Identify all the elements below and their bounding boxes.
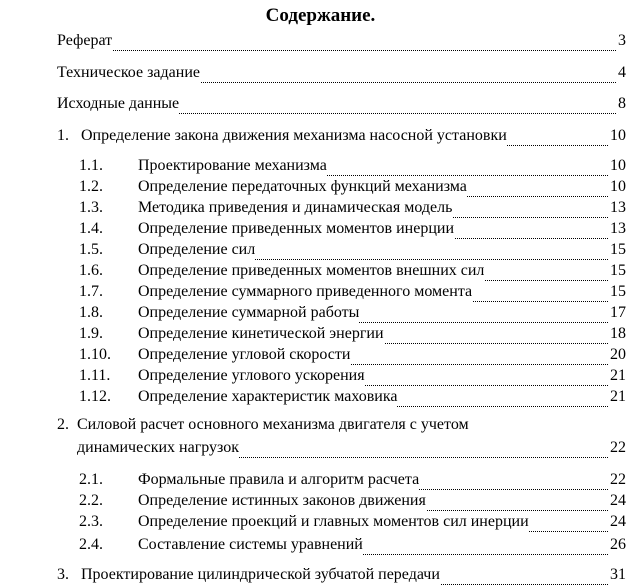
toc-subentry-number: 1.2. — [79, 178, 103, 195]
toc-subentry-2-3[interactable] — [79, 510, 626, 532]
toc-subentry-page: 15 — [610, 262, 626, 279]
toc-section-page: 31 — [610, 566, 626, 583]
toc-subentry-label: Определение суммарного приведенного момента — [138, 283, 473, 300]
toc-subentry-label: Определение приведенных моментов внешних сил — [138, 262, 485, 279]
toc-entry-label: Техническое задание — [57, 64, 200, 81]
toc-section-label-cont: динамических нагрузок — [77, 439, 240, 456]
toc-subentry-number: 2.3. — [79, 513, 103, 530]
toc-subentry-1-6[interactable] — [79, 259, 626, 281]
toc-entry-label: Исходные данные — [57, 95, 180, 112]
toc-subentry-1-8[interactable] — [79, 301, 626, 323]
toc-subentry-number: 1.6. — [79, 262, 103, 279]
toc-entry-abstract[interactable] — [57, 29, 626, 51]
toc-subentry-label: Формальные правила и алгоритм расчета — [138, 471, 420, 488]
toc-section-1[interactable] — [57, 124, 626, 146]
toc-subentry-page: 20 — [610, 346, 626, 363]
toc-section-2[interactable] — [77, 436, 626, 458]
toc-section-number: 1. — [57, 127, 69, 144]
toc-title: Содержание. — [265, 5, 376, 26]
toc-subentry-number: 1.5. — [79, 241, 103, 258]
toc-subentry-label: Определение угловой скорости — [138, 346, 351, 363]
toc-subentry-number: 1.1. — [79, 157, 103, 174]
toc-subentry-page: 15 — [610, 283, 626, 300]
toc-subentry-label: Определение кинетической энергии — [138, 325, 384, 342]
toc-subentry-label: Определение истинных законов движения — [138, 492, 426, 509]
toc-subentry-number: 1.4. — [79, 220, 103, 237]
toc-section-3[interactable] — [57, 563, 626, 585]
toc-subentry-number: 1.9. — [79, 325, 103, 342]
toc-subentry-label: Определение передаточных функций механизма — [138, 178, 467, 195]
toc-subentry-label: Определение углового ускорения — [138, 367, 365, 384]
toc-subentry-1-4[interactable] — [79, 217, 626, 239]
toc-subentry-page: 13 — [610, 220, 626, 237]
toc-subentry-number: 1.8. — [79, 304, 103, 321]
toc-subentry-page: 15 — [610, 241, 626, 258]
toc-subentry-1-5[interactable] — [79, 238, 626, 260]
toc-entry-technical-task[interactable] — [57, 61, 626, 83]
toc-subentry-2-1[interactable] — [79, 468, 626, 490]
toc-subentry-page: 21 — [610, 367, 626, 384]
toc-subentry-number: 2.4. — [79, 536, 103, 553]
toc-subentry-label: Определение характеристик маховика — [138, 388, 398, 405]
toc-subentry-1-7[interactable] — [79, 280, 626, 302]
toc-subentry-page: 10 — [610, 178, 626, 195]
toc-section-page: 10 — [610, 127, 626, 144]
toc-subentry-page: 13 — [610, 199, 626, 216]
toc-subentry-label: Определение суммарной работы — [138, 304, 360, 321]
toc-section-number: 3. — [57, 566, 69, 583]
toc-subentry-label: Определение проекций и главных моментов сил инерции — [138, 513, 529, 530]
toc-subentry-1-3[interactable] — [79, 196, 626, 218]
toc-subentry-page: 10 — [610, 157, 626, 174]
toc-entry-page: 4 — [618, 64, 626, 81]
toc-section-label: Определение закона движения механизма насосной установки — [81, 127, 507, 144]
toc-entry-label: Реферат — [57, 32, 113, 49]
toc-entry-page: 3 — [618, 32, 626, 49]
toc-entry-initial-data[interactable] — [57, 92, 626, 114]
dot-leader — [57, 50, 626, 51]
toc-subentry-page: 24 — [610, 492, 626, 509]
toc-subentry-page: 17 — [610, 304, 626, 321]
toc-subentry-number: 1.11. — [79, 367, 111, 384]
toc-subentry-number: 1.7. — [79, 283, 103, 300]
toc-subentry-label: Методика приведения и динамическая модель — [138, 199, 453, 216]
toc-entry-page: 8 — [618, 95, 626, 112]
toc-subentry-number: 2.2. — [79, 492, 103, 509]
toc-subentry-1-9[interactable] — [79, 322, 626, 344]
toc-subentry-page: 21 — [610, 388, 626, 405]
toc-section-label: Проектирование цилиндрической зубчатой передачи — [81, 566, 440, 583]
toc-subentry-1-2[interactable] — [79, 175, 626, 197]
toc-subentry-number: 2.1. — [79, 471, 103, 488]
toc-subentry-2-4[interactable] — [79, 533, 626, 555]
toc-subentry-label: Составление системы уравнений — [138, 536, 363, 553]
toc-subentry-page: 24 — [610, 513, 626, 530]
toc-section-2-line1[interactable] — [57, 415, 469, 435]
toc-section-number: 2. — [57, 416, 69, 433]
toc-subentry-number: 1.3. — [79, 199, 103, 216]
toc-subentry-1-1[interactable] — [79, 154, 626, 176]
toc-subentry-label: Определение сил — [138, 241, 256, 258]
toc-subentry-label: Определение приведенных моментов инерции — [138, 220, 455, 237]
toc-section-page: 22 — [610, 439, 626, 456]
toc-subentry-label: Проектирование механизма — [138, 157, 327, 174]
toc-subentry-page: 26 — [610, 536, 626, 553]
toc-subentry-number: 1.12. — [79, 388, 111, 405]
toc-section-label: Силовой расчет основного механизма двигателя с учетом — [77, 416, 469, 433]
toc-subentry-page: 18 — [610, 325, 626, 342]
toc-subentry-2-2[interactable] — [79, 489, 626, 511]
toc-subentry-number: 1.10. — [79, 346, 111, 363]
toc-subentry-1-12[interactable] — [79, 385, 626, 407]
toc-subentry-1-11[interactable] — [79, 364, 626, 386]
toc-subentry-page: 22 — [610, 471, 626, 488]
toc-subentry-1-10[interactable] — [79, 343, 626, 365]
